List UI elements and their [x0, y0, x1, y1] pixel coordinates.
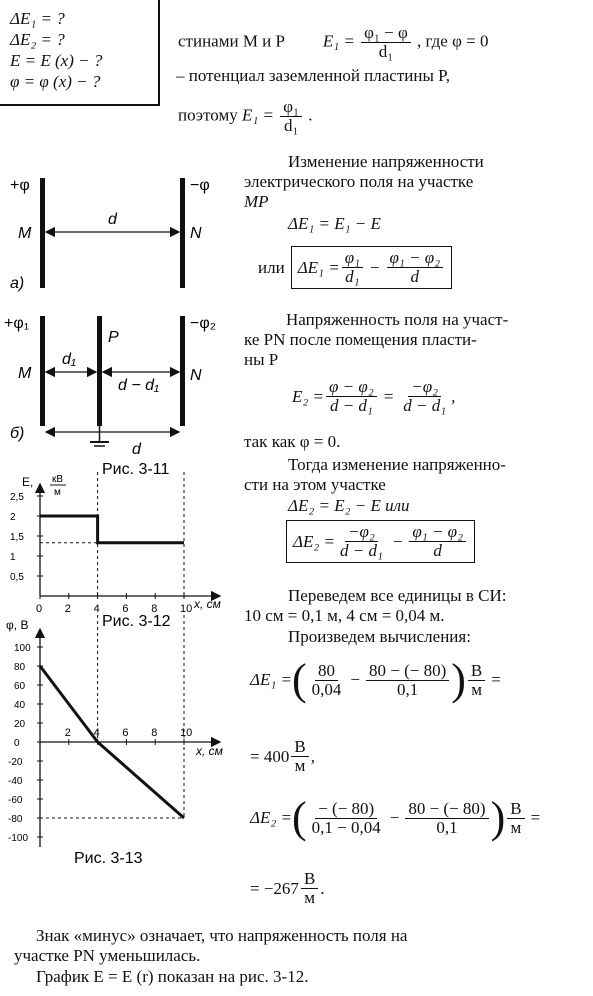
y-tick-label: 0,5 [10, 572, 24, 583]
boxed-formula-1: или ΔE₁ = $\frac{\text{φ₁}}{\text{d₁}}$ − $\frac{\text{φ₁ − φ₂}}{d}$ [258, 246, 452, 289]
result-e1: = 400 $\frac{В}{м}$ , [250, 737, 315, 775]
y-tick-label: 20 [14, 719, 26, 730]
svg-text:E,: E, [22, 475, 34, 489]
series-line [40, 516, 184, 543]
svg-text:d − d₁: d − d₁ [118, 377, 160, 394]
given-box [0, 0, 160, 106]
para-1-line: MP [244, 192, 269, 211]
given-line: ΔE₁ = ? [10, 9, 65, 28]
caption: Рис. 3-12 [102, 613, 171, 630]
svg-text:M: M [18, 365, 32, 382]
x-tick-label: 10 [180, 603, 193, 615]
svg-text:x, см: x, см [194, 597, 221, 611]
y-tick-label: 60 [14, 681, 26, 692]
equation: ΔE₂ = E₂ − E или [288, 496, 410, 515]
fraction: $\frac{\text{φ₁ − φ}}{\text{d₁}}$ [361, 24, 411, 61]
para-2-line: ке PN после помещения пласти- [244, 330, 477, 349]
calc-e2: ΔE₂ = ( $\frac{- (- 80)}{0,1 - 0,04}$ − $\frac{80 - (- 80)}{0,1}$ ) $\frac{В}{м}$ = [250, 793, 541, 842]
fraction: $\frac{\text{φ₁}}{\text{d₁}}$ [280, 98, 302, 135]
plate-m [40, 178, 45, 288]
plate-n [180, 178, 185, 288]
y-tick-label: 0 [14, 738, 20, 749]
plate-p [97, 316, 102, 426]
para-2-line: Напряженность поля на участ- [286, 310, 509, 329]
figure-tag: а) [10, 275, 25, 292]
given-line: ΔE₂ = ? [10, 30, 65, 49]
equation: ΔE₁ = E₁ − E [288, 214, 381, 233]
calc-e1: ΔE₁ = ( $\frac{80}{0,04}$ − $\frac{80 - (- 80)}{0,1}$ ) $\frac{В}{м}$ = [250, 655, 501, 704]
para-1-line: электрического поля на участке [244, 172, 474, 191]
top-line-1: стинами M и P E₁ = $\frac{\text{φ₁ − φ}}{\text{d₁}}$ , где φ = 0 [178, 23, 489, 61]
para-3-line: Тогда изменение напряженно- [288, 455, 506, 474]
plot-area [10, 470, 192, 615]
para-2-line: ны P [244, 350, 279, 369]
svg-text:+φ₁: +φ₁ [4, 315, 30, 332]
para-3-line: сти на этом участке [244, 475, 386, 494]
graph-3-13 [0, 615, 250, 875]
x-tick-label: 2 [64, 727, 71, 739]
plate-n [180, 316, 185, 426]
given-line: E = E (x) − ? [10, 51, 103, 70]
svg-text:x, см: x, см [196, 744, 223, 758]
caption: Рис. 3-11 [102, 461, 170, 478]
bottom-line-3: График E = E (r) показан на рис. 3-12. [36, 967, 309, 986]
plate-sign: −φ [190, 177, 210, 194]
boxed-formula-2: ΔE₂ = $\frac{\text{−φ₂}}{\text{d − d₁}}$ − $\frac{\text{φ₁ − φ₂}}{d}$ [286, 520, 475, 563]
x-tick-label: 2 [64, 603, 71, 615]
y-tick-label: 2 [10, 512, 16, 523]
svg-text:м: м [54, 487, 61, 498]
svg-text:−φ₂: −φ₂ [190, 315, 216, 332]
para-4-line: Произведем вычисления: [288, 627, 471, 646]
x-tick-label: 6 [122, 727, 129, 739]
para-1-line: Изменение напряженности [288, 152, 484, 171]
x-tick-label: 10 [180, 727, 193, 739]
bottom-line-2: участке PN уменьшилась. [14, 946, 201, 965]
given-line: φ = φ (x) − ? [10, 72, 101, 91]
svg-text:φ, В: φ, В [6, 618, 29, 632]
x-tick-label: 8 [151, 603, 158, 615]
bottom-line-1: Знак «минус» означает, что напряженность поля на [36, 926, 408, 945]
result-e2: = −267 $\frac{В}{м}$ . [250, 869, 325, 907]
caption: Рис. 3-13 [74, 850, 143, 867]
equation-e2: E₂ = $\frac{\text{φ − φ₂}}{\text{d − d₁}}$ = $\frac{\text{−φ₂}}{\text{d − d₁}}$ , [292, 377, 456, 415]
y-tick-label: 40 [14, 700, 26, 711]
y-tick-label: -60 [8, 795, 23, 806]
svg-text:d: d [132, 441, 141, 458]
graph-3-12 [0, 470, 250, 630]
y-tick-label: -80 [8, 814, 23, 825]
y-tick-label: 100 [14, 643, 31, 654]
x-tick-label: 0 [36, 603, 43, 615]
figure-a [0, 170, 240, 300]
svg-text:б): б) [10, 425, 25, 442]
plate-label: M [18, 225, 32, 242]
x-tick-label: 6 [122, 603, 129, 615]
plate-sign: +φ [10, 177, 30, 194]
x-tick-label: 4 [93, 603, 100, 615]
para-4-line: 10 см = 0,1 м, 4 см = 0,04 м. [244, 606, 445, 625]
distance-label: d [108, 211, 117, 228]
y-tick-label: 2,5 [10, 492, 24, 503]
svg-text:кВ: кВ [52, 474, 64, 485]
top-line-3: поэтому E₁ = $\frac{\text{φ₁}}{\text{d₁}}$ . [178, 97, 313, 135]
y-tick-label: 1 [10, 552, 16, 563]
y-tick-label: -20 [8, 757, 23, 768]
plate-m [40, 316, 45, 426]
since-text: так как φ = 0. [244, 432, 341, 451]
y-tick-label: 1,5 [10, 532, 24, 543]
y-tick-label: 80 [14, 662, 26, 673]
svg-text:P: P [108, 329, 119, 346]
x-tick-label: 8 [151, 727, 158, 739]
figure-b [0, 308, 240, 478]
x-tick-label: 4 [93, 727, 100, 739]
svg-text:N: N [190, 367, 202, 384]
y-tick-label: -100 [8, 833, 29, 844]
svg-text:d₁: d₁ [62, 351, 76, 368]
top-line-2: – потенциал заземленной пластины P, [176, 66, 450, 85]
y-tick-label: -40 [8, 776, 23, 787]
para-4-line: Переведем все единицы в СИ: [288, 586, 507, 605]
plate-label: N [190, 225, 202, 242]
